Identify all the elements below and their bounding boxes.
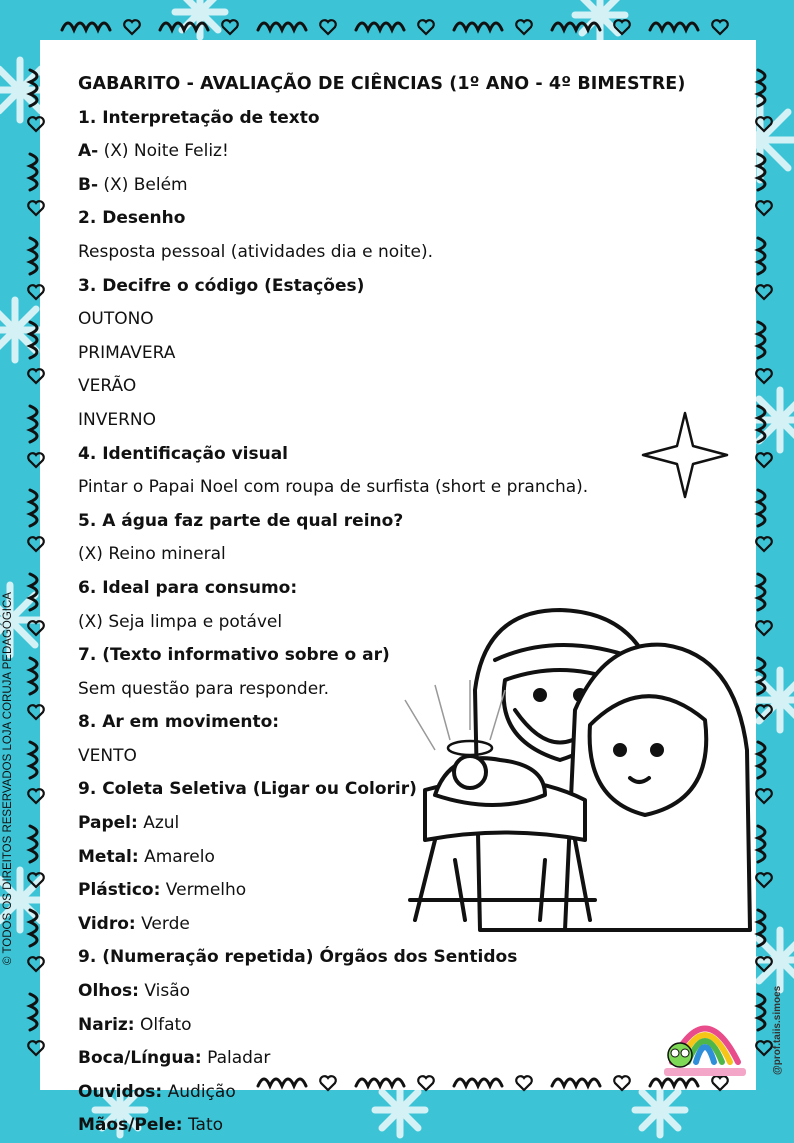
answer-value: (X) Belém [98, 174, 188, 195]
star-icon [640, 410, 730, 500]
answer-label: Plástico: [78, 880, 161, 901]
answer-label: Vidro: [78, 913, 136, 934]
answer-line: (X) Reino mineral [78, 544, 226, 565]
answer-value: Vermelho [160, 880, 247, 901]
question-heading: 7. (Texto informativo sobre o ar) [78, 645, 390, 666]
question-heading: 3. Decifre o código (Estações) [78, 275, 365, 296]
answer-value: Azul [137, 813, 180, 834]
answer-label: A- [78, 141, 99, 162]
answer-line: Pintar o Papai Noel com roupa de surfista (short e prancha). [78, 477, 589, 498]
answer-value: Amarelo [138, 846, 215, 867]
answer-value: Audição [162, 1081, 236, 1102]
answer-line: Resposta pessoal (atividades dia e noite). [78, 241, 434, 262]
logo-icon [660, 1000, 750, 1080]
answer-value: Verde [135, 913, 190, 934]
answer-line: PRIMAVERA [78, 342, 176, 363]
answer-line: VENTO [78, 745, 137, 766]
document-title: GABARITO - AVALIAÇÃO DE CIÊNCIAS (1º ANO - 4º BIMESTRE) [78, 74, 686, 94]
answer-line: (X) Seja limpa e potável [78, 611, 283, 632]
answer-label: B- [78, 174, 99, 195]
question-heading: 5. A água faz parte de qual reino? [78, 510, 404, 531]
question-heading: 2. Desenho [78, 208, 186, 229]
question-heading: 8. Ar em movimento: [78, 712, 280, 733]
answer-value: Olfato [134, 1014, 192, 1035]
question-heading: 4. Identificação visual [78, 443, 289, 464]
answer-value: Tato [182, 1115, 224, 1136]
answer-label: Boca/Língua: [78, 1048, 202, 1069]
answer-value: (X) Noite Feliz! [98, 141, 229, 162]
answer-label: Metal: [78, 846, 139, 867]
author-handle: @prof.taiis.simoes [772, 985, 783, 1075]
question-heading: 9. (Numeração repetida) Órgãos dos Sentidos [78, 947, 518, 968]
nativity-illustration [395, 600, 755, 940]
answer-label: Mãos/Pele: [78, 1115, 183, 1136]
answer-label: Ouvidos: [78, 1081, 163, 1102]
answer-line: INVERNO [78, 409, 157, 430]
answer-line: VERÃO [78, 376, 137, 397]
answer-line: OUTONO [78, 309, 154, 330]
question-heading: 6. Ideal para consumo: [78, 577, 298, 598]
copyright-notice: © TODOS OS DIREITOS RESERVADOS LOJA CORUJA PEDAGÓGICA [2, 592, 14, 965]
answer-value: Paladar [201, 1048, 271, 1069]
answer-value: Visão [138, 981, 191, 1002]
answer-label: Olhos: [78, 981, 139, 1002]
answer-label: Papel: [78, 813, 138, 834]
answer-label: Nariz: [78, 1014, 135, 1035]
question-heading: 1. Interpretação de texto [78, 107, 320, 128]
answer-line: Sem questão para responder. [78, 678, 329, 699]
question-heading: 9. Coleta Seletiva (Ligar ou Colorir) [78, 779, 417, 800]
